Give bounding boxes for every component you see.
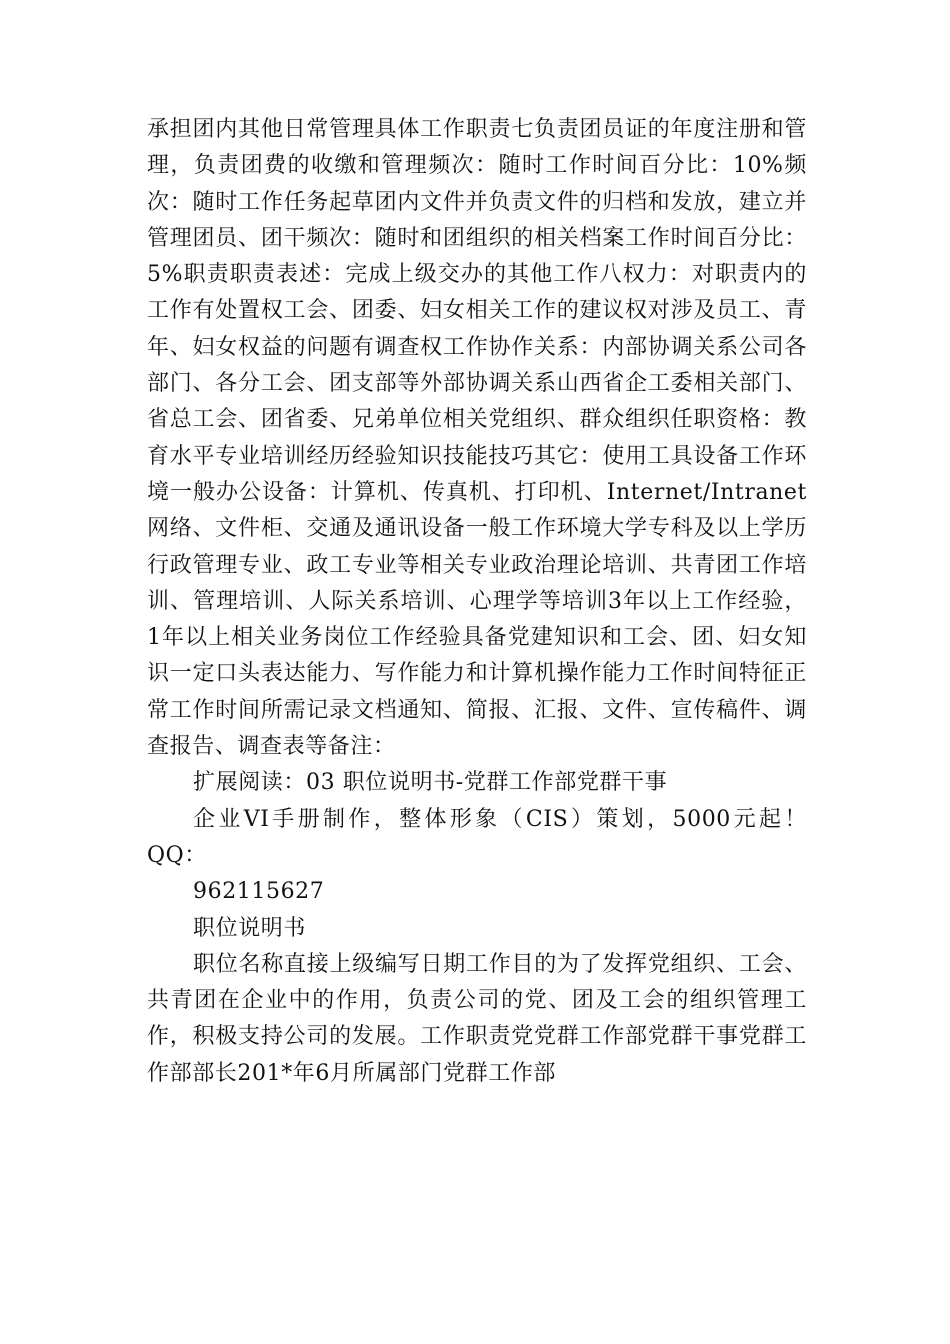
body-paragraph-duties: 承担团内其他日常管理具体工作职责七负责团员证的年度注册和管理，负责团费的收缴和管理频次：随时工作时间百分比：10%频次：随时工作任务起草团内文件并负责文件的归档和发放，建立并管理团员、团干频次：随时和团组织的相关档案工作时间百分比：5%职责职责表述：完成上级交办的其他工作八权力：对职责内的工作有处置权工会、团委、妇女相关工作的建议权对涉及员工、青年、妇女权益的问题有调查权工作协作关系：内部协调关系公司各部门、各分工会、团支部等外部协调关系山西省企工委相关部门、省总工会、团省委、兄弟单位相关党组织、群众组织任职资格：教育水平专业培训经历经验知识技能技巧其它：使用工具设备工作环境一般办公设备：计算机、传真机、打印机、Internet/Intranet网络、文件柜、交通及通讯设备一般工作环境大学专科及以上学历行政管理专业、政工专业等相关专业政治理论培训、共青团工作培训、管理培训、人际关系培训、心理学等培训3年以上工作经验，1年以上相关业务岗位工作经验具备党建知识和工会、团、妇女知识一定口头表达能力、写作能力和计算机操作能力工作时间特征正常工作时间所需记录文档通知、简报、汇报、文件、宣传稿件、调查报告、调查表等备注：: [147, 117, 807, 760]
extended-reading-line: 扩展阅读：03 职位说明书-党群工作部党群干事: [193, 770, 668, 796]
advertisement-line: 企业VI手册制作，整体形象（CIS）策划，5000元起！QQ：: [147, 806, 807, 868]
section-title: 职位说明书: [193, 915, 307, 941]
document-body: [147, 112, 807, 1092]
body-paragraph-position: 职位名称直接上级编写日期工作目的为了发挥党组织、工会、共青团在企业中的作用，负责公司的党、团及工会的组织管理工作，积极支持公司的发展。工作职责党党群工作部党群干事党群工作部部长201*年6月所属部门党群工作部: [147, 951, 807, 1086]
qq-number: 962115627: [193, 879, 325, 905]
